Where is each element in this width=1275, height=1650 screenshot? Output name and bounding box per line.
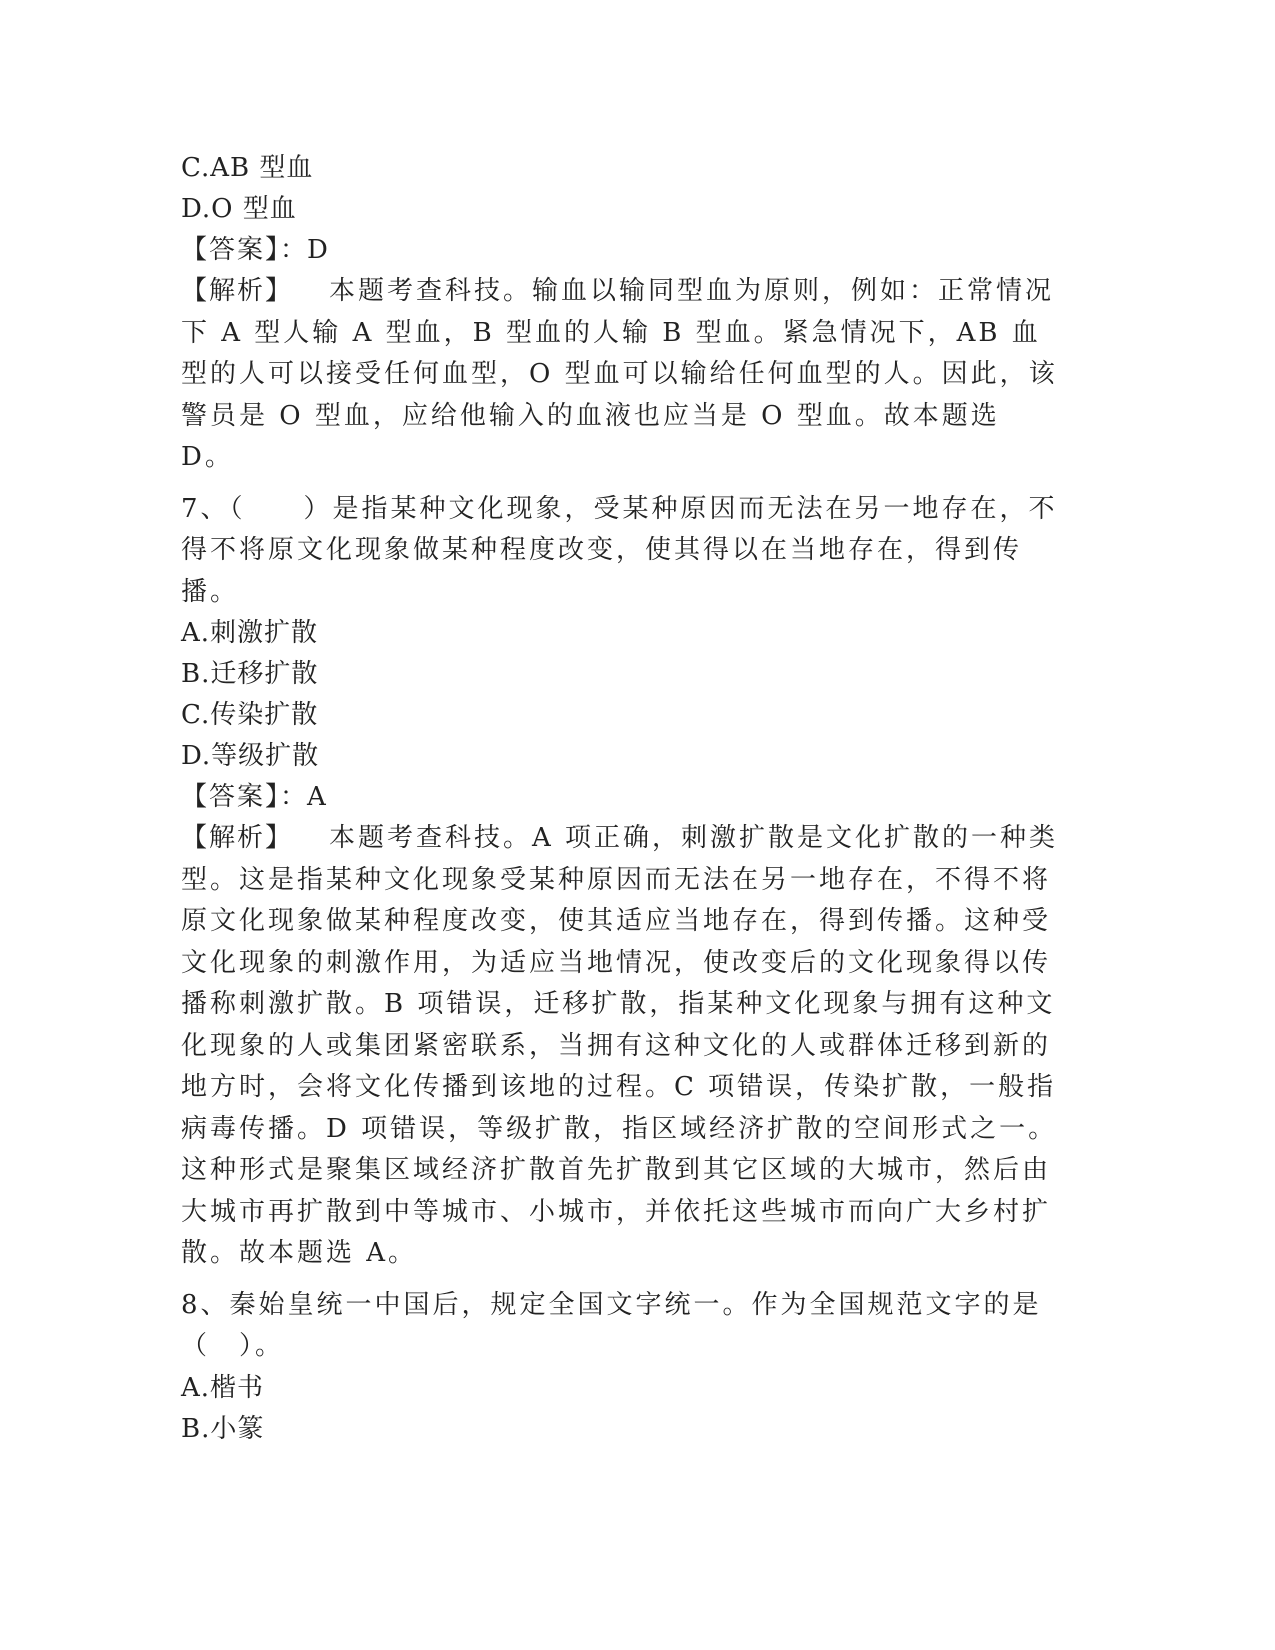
q7-option-c: C.传染扩散: [181, 700, 319, 730]
q7-answer-value: ：A: [280, 782, 327, 812]
q7-option-d: D.等级扩散: [181, 741, 320, 771]
q7-answer: [181, 777, 1061, 818]
q8-option-b: B.小篆: [181, 1413, 265, 1444]
q7-analysis-tag: 【解析】: [181, 823, 294, 853]
q7-analysis: [181, 818, 1061, 1275]
q6-analysis-tag: 【解析】: [181, 276, 294, 306]
q7-question: 7、（ ）是指某种文化现象，受某种原因而无法在另一地存在，不得不将原文化现象做某种程度改变，使其得以在当地存在，得到传播。: [181, 493, 1058, 607]
q6-analysis: [181, 271, 1061, 479]
q6-option-c: C.AB 型血: [181, 153, 314, 183]
q7-answer-tag: 【答案】: [181, 782, 281, 812]
q6-option-d: D.O 型血: [181, 194, 297, 224]
q6-answer: [181, 230, 1061, 271]
q7-option-b: B.迁移扩散: [181, 659, 319, 689]
document-page: [181, 148, 1061, 1450]
q6-answer-value: ：D: [280, 235, 329, 265]
q6-analysis-text: 本题考查科技。输血以输同型血为原则，例如：正常情况下 A 型人输 A 型血，B 型血的人输 B 型血。紧急情况下，AB 血型的人可以接受任何血型，O 型血可以输给任何血型的人。因此，该警员是 O 型血，应给他输入的血液也应当是 O 型血。故本题选 D。: [181, 276, 1058, 472]
q8-option-a: A.楷书: [181, 1372, 265, 1403]
q6-answer-tag: 【答案】: [181, 235, 281, 265]
q7-analysis-text: 本题考查科技。A 项正确，刺激扩散是文化扩散的一种类型。这是指某种文化现象受某种原因而无法在另一地存在，不得不将原文化现象做某种程度改变，使其适应当地存在，得到传播。这种受文化现象的刺激作用，为适应当地情况，使改变后的文化现象得以传播称刺激扩散。B 项错误，迁移扩散，指某种文化现象与拥有这种文化现象的人或集团紧密联系，当拥有这种文化的人或群体迁移到新的地方时，会将文化传播到该地的过程。C 项错误，传染扩散，一般指病毒传播。D 项错误，等级扩散，指区域经济扩散的空间形式之一。这种形式是聚集区域经济扩散首先扩散到其它区域的大城市，然后由大城市再扩散到中等城市、小城市，并依托这些城市而向广大乡村扩散。故本题选 A。: [181, 823, 1059, 1268]
q8-question: 8、秦始皇统一中国后，规定全国文字统一。作为全国规范文字的是（ ）。: [181, 1289, 1042, 1361]
q7-option-a: A.刺激扩散: [181, 618, 319, 648]
